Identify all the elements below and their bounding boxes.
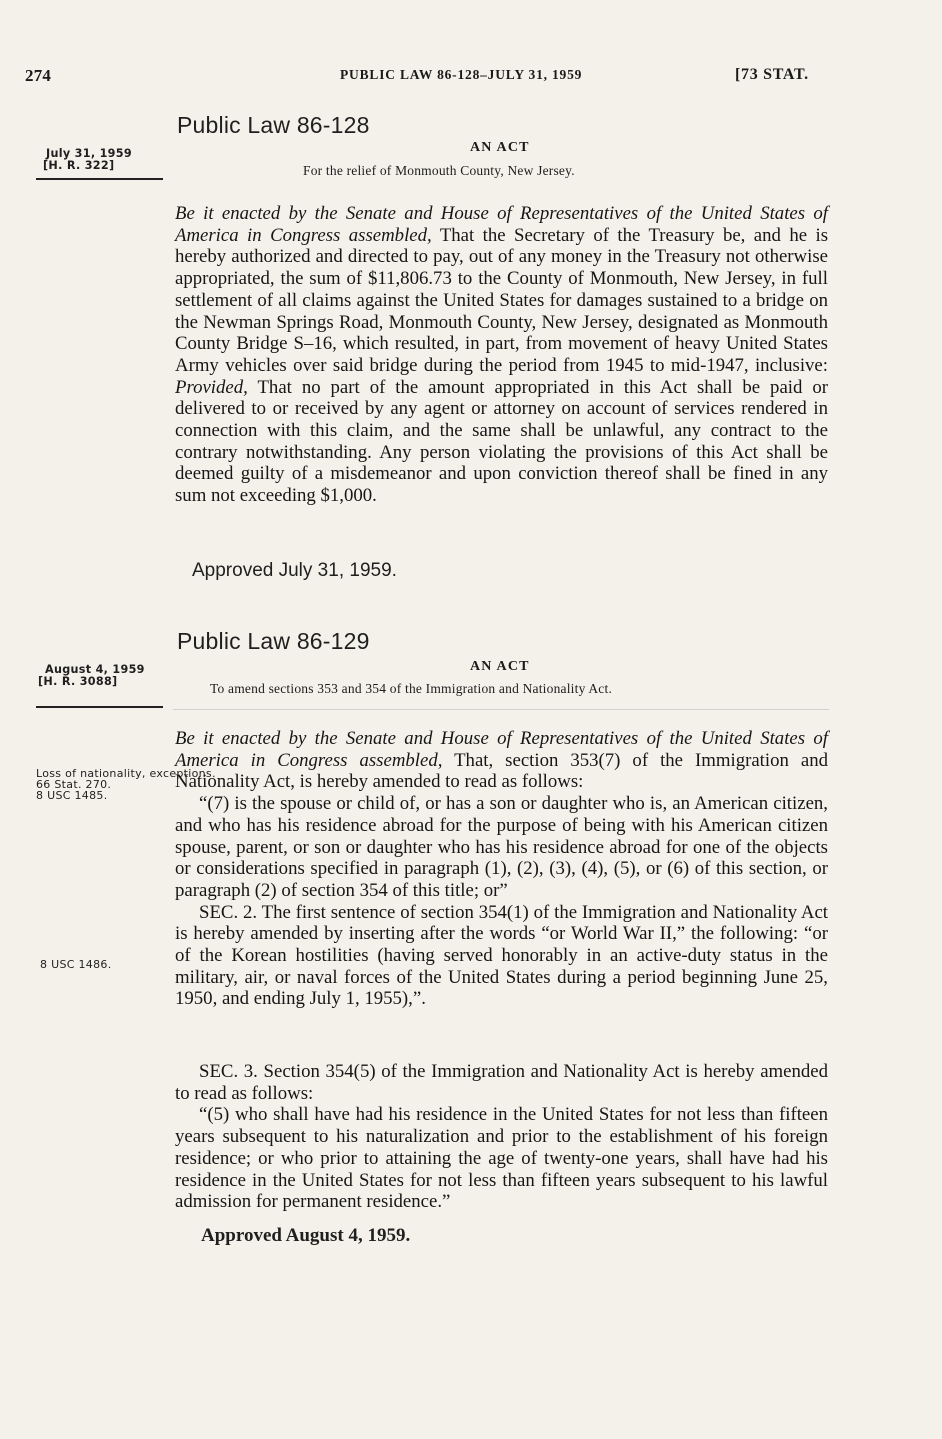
- volume-reference: [73 STAT.: [735, 66, 809, 83]
- law-2-section-3: [175, 1061, 828, 1104]
- law-1-main-text: That the Secretary of the Treasury be, and he is hereby authorized and directed to pay, out of any money in the Treasury not otherwise appropriated, the sum of $11,806.73 to the County of Monmouth, New Jersey, in full settlement of all claims against the United States for damages sustained to a bridge on the Newman Springs Road, Monmouth County, New Jersey, designated as Monmouth County Bridge S–16, which resulted, in part, from movement of heavy United States Army vehicles over said bridge during the period from 1945 to mid-1947, inclusive:: [175, 224, 829, 376]
- law-1-title: Public Law 86-128: [177, 112, 370, 138]
- law-2-title: Public Law 86-129: [177, 628, 370, 654]
- law-1-proviso-text: That no part of the amount appropriated in this Act shall be paid or delivered to or received by any agent or attorney on account of services rendered in connection with this claim, and the same shall be unlawful, any contract to the contrary notwithstanding. Any person violating the provisions of this Act shall be deemed guilty of a misdemeanor and upon conviction thereof shall be fined in any sum not exceeding $1,000.: [175, 376, 828, 507]
- law-2-body-lower: [175, 1061, 828, 1221]
- law-2-section-3-label: SEC. 3.: [199, 1061, 258, 1082]
- law-2-enacting-clause: Be it enacted by the Senate and House of Representatives of the United States of America in Congress assembled,: [175, 728, 828, 771]
- law-2-section-1-text: That, section 353(7) of the Immigration and Nationality Act, is hereby amended to read as follows:: [175, 749, 828, 793]
- law-2-quote-5: “(5) who shall have had his residence in the United States for not less than fifteen years subsequent to his naturalization and prior to the establishment of his foreign residence; or who prior to attaining the age of twenty-one years, shall have had his residence in the United States for not less than fifteen years subsequent to his lawful admission for permanent residence.”: [175, 1104, 828, 1213]
- law-2-body-upper: [175, 728, 828, 1055]
- law-2-divider: [36, 706, 163, 708]
- running-head: PUBLIC LAW 86-128–JULY 31, 1959: [340, 67, 583, 82]
- law-2-section-2-label: SEC. 2.: [199, 901, 258, 923]
- law-1-bill-note: [H. R. 322]: [43, 159, 115, 172]
- law-2-usc-1486-note: 8 USC 1486.: [40, 958, 112, 971]
- law-1-purpose: For the relief of Monmouth County, New Jersey.: [303, 163, 575, 178]
- law-2-loss-note-line-2: 66 Stat. 270.: [36, 778, 112, 791]
- law-2-section-2-text: The first sentence of section 354(1) of the Immigration and Nationality Act is hereby amended by inserting after the words “or World War II,” the following: “or of the Korean hostilities (having served honorably in an active-duty status in the military, air, or naval forces of the United States during a period beginning June 25, 1950, and ending July 1, 1955),”.: [175, 901, 829, 1010]
- law-2-act-label: AN ACT: [470, 659, 530, 674]
- faint-transfer-rule: [173, 709, 829, 710]
- law-2-date-note: August 4, 1959: [45, 663, 145, 676]
- law-1-enacting-clause: Be it enacted by the Senate and House of Representatives of the United States of America in Congress assembled,: [175, 203, 828, 246]
- law-1-divider: [36, 178, 163, 180]
- law-1-body: [175, 203, 828, 563]
- law-2-loss-note-line-3: 8 USC 1485.: [36, 789, 108, 802]
- page-header: [25, 66, 915, 94]
- page-number: 274: [25, 66, 52, 85]
- law-2-section-3-text: Section 354(5) of the Immigration and Nationality Act is hereby amended to read as follows:: [175, 1061, 828, 1104]
- law-1-proviso-label: Provided,: [175, 376, 248, 398]
- law-2-approval: Approved August 4, 1959.: [201, 1225, 411, 1246]
- law-2-quote-7: “(7) is the spouse or child of, or has a son or daughter who is, an American citizen, and who has his residence abroad for the purpose of being with his American citizen spouse, parent, or son or daughter who has his residence abroad for one of the objects or considerations specified in paragraph (1), (2), (3), (4), (5), or (6) of this section, or paragraph (2) of section 354 of this title; or”: [175, 793, 828, 901]
- law-2-section-2: [175, 902, 828, 1011]
- law-2-bill-note: [H. R. 3088]: [38, 675, 118, 688]
- law-2-purpose: To amend sections 353 and 354 of the Immigration and Nationality Act.: [210, 681, 613, 696]
- law-1-date-note: July 31, 1959: [46, 147, 132, 160]
- law-1-approval: Approved July 31, 1959.: [192, 560, 397, 581]
- law-2-loss-note-line-1: Loss of nationality, exceptions.: [36, 767, 216, 780]
- law-1-act-label: AN ACT: [470, 140, 530, 155]
